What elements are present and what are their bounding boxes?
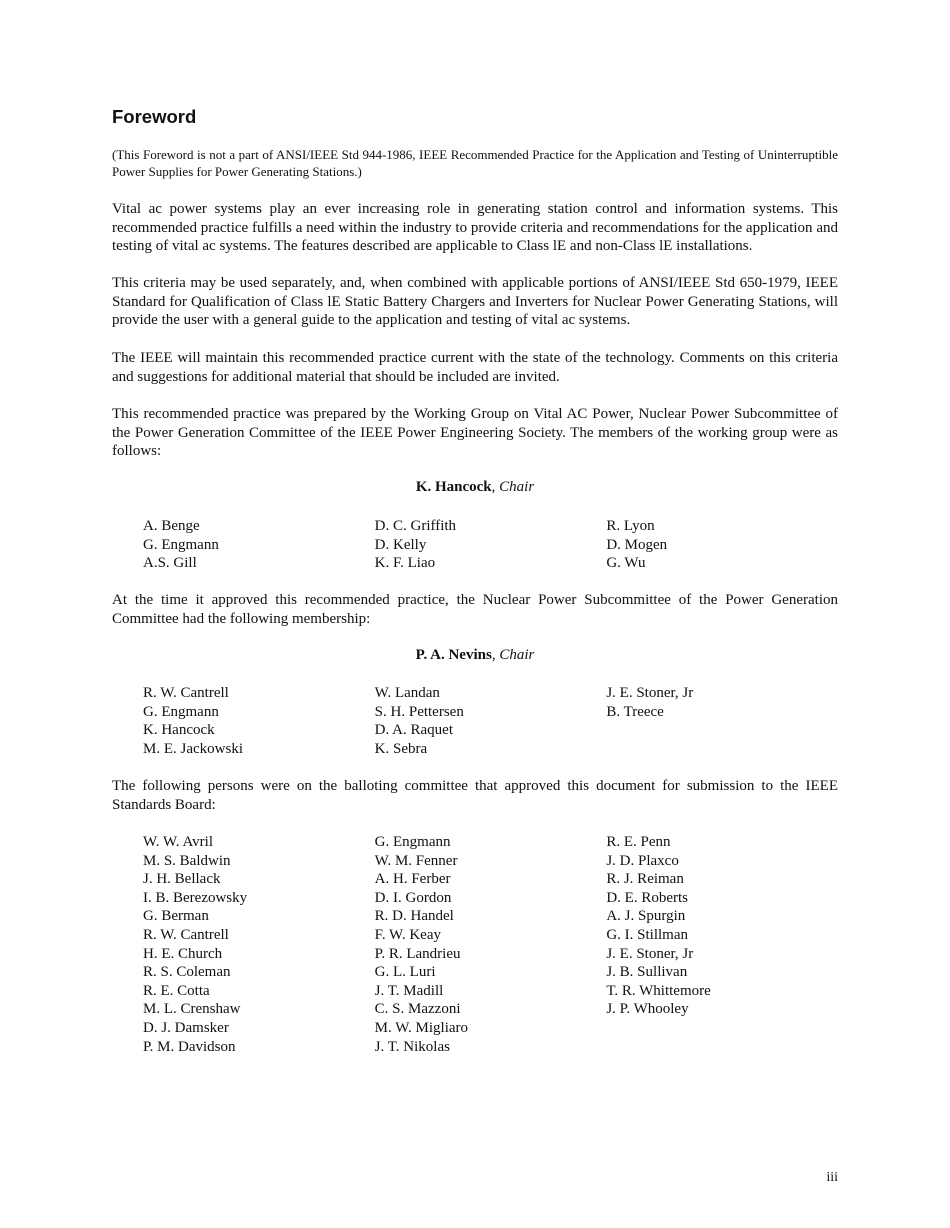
member-name: K. F. Liao — [374, 555, 436, 572]
paragraph-maintenance: The IEEE will maintain this recommended practice current with the state of the technology. Comments on this criteria and suggestions for additional material that should be included are invited. — [112, 350, 838, 385]
member-name: R. S. Coleman — [143, 964, 231, 981]
member-name: A. H. Ferber — [374, 871, 451, 888]
working-group-members — [143, 517, 838, 573]
member-name: G. Engmann — [374, 834, 451, 850]
paragraph-intro: Vital ac power systems play an ever increasing role in generating station control and information systems. This recommended practice fulfills a need within the industry to provide criteria and recommendations for the application and testing of vital ac systems. The features described are applicable to Class lE and non-Class lE installations. — [112, 201, 838, 255]
member-name: M. E. Jackowski — [143, 740, 243, 757]
member-column — [143, 833, 375, 1056]
member-name: G. Engmann — [143, 536, 219, 553]
page-number: iii — [826, 1170, 838, 1185]
balloting-members — [143, 833, 838, 1056]
working-group-chair — [112, 479, 838, 496]
member-column — [375, 517, 607, 573]
foreword-note: (This Foreword is not a part of ANSI/IEEE Std 944-1986, IEEE Recommended Practice for the Application and Testing of Uninterruptible Power Supplies for Power Generating Stations.) — [112, 147, 838, 179]
member-name: K. Sebra — [374, 740, 428, 757]
member-name: R. E. Cotta — [143, 982, 210, 999]
member-name: P. M. Davidson — [143, 1038, 236, 1055]
member-name: W. W. Avril — [143, 834, 214, 850]
chair-role: , Chair — [491, 479, 535, 495]
chair-name: P. A. Nevins — [415, 647, 492, 663]
member-column — [143, 684, 375, 758]
member-name: R. Lyon — [606, 518, 655, 534]
member-name: T. R. Whittemore — [606, 982, 711, 999]
member-name: G. Engmann — [143, 703, 219, 720]
member-column — [606, 833, 838, 1056]
paragraph-working-group: This recommended practice was prepared by the Working Group on Vital AC Power, Nuclear Power Subcommittee of the Power Generation Committee of the IEEE Power Engineering Society. The members of the working group were as follows: — [112, 406, 838, 460]
member-name: R. D. Handel — [374, 908, 454, 925]
page-heading: Foreword — [112, 106, 197, 127]
member-name: B. Treece — [606, 703, 664, 720]
member-name: J. H. Bellack — [143, 871, 221, 888]
member-column — [606, 684, 838, 758]
member-name: A.S. Gill — [143, 555, 197, 572]
subcommittee-chair — [112, 647, 838, 664]
member-column — [143, 517, 375, 573]
member-name: R. J. Reiman — [606, 871, 684, 888]
member-name: J. E. Stoner, Jr — [606, 685, 694, 701]
paragraph-balloting: The following persons were on the balloting committee that approved this document for submission to the IEEE Standards Board: — [112, 778, 838, 813]
member-column — [375, 833, 607, 1056]
subcommittee-members — [143, 684, 838, 758]
member-name: R. W. Cantrell — [143, 926, 229, 943]
member-name: G. Wu — [606, 555, 646, 572]
member-name: J. D. Plaxco — [606, 852, 679, 869]
chair-name: K. Hancock — [415, 479, 492, 495]
member-name: W. Landan — [374, 685, 440, 701]
member-name: D. J. Damsker — [143, 1019, 229, 1036]
paragraph-criteria: This criteria may be used separately, and, when combined with applicable portions of ANSI/IEEE Std 650-1979, IEEE Standard for Qualification of Class lE Static Battery Chargers and Inverters for Nuclear Power Generating Stations, will provide the user with a general guide to the application and testing of vital ac systems. — [112, 275, 838, 329]
member-name: I. B. Berezowsky — [143, 889, 248, 906]
member-name: J. E. Stoner, Jr — [606, 945, 694, 962]
member-name: D. C. Griffith — [374, 518, 457, 534]
member-name: A. Benge — [143, 518, 200, 534]
member-name: J. P. Whooley — [606, 1001, 689, 1018]
member-name: D. A. Raquet — [374, 722, 453, 739]
member-name: D. Mogen — [606, 536, 668, 553]
member-name: P. R. Landrieu — [374, 945, 461, 962]
member-column — [375, 684, 607, 758]
member-name: S. H. Pettersen — [374, 703, 464, 720]
paragraph-subcommittee: At the time it approved this recommended practice, the Nuclear Power Subcommittee of the Power Generation Committee had the following membership: — [112, 592, 838, 627]
member-name: J. B. Sullivan — [606, 964, 688, 981]
member-column — [606, 517, 838, 573]
member-name: M. W. Migliaro — [374, 1019, 469, 1036]
member-name: J. T. Madill — [374, 982, 444, 999]
member-name: W. M. Fenner — [374, 852, 458, 869]
member-name: G. I. Stillman — [606, 926, 689, 943]
member-name: D. E. Roberts — [606, 889, 689, 906]
member-name: K. Hancock — [143, 722, 215, 739]
member-name: C. S. Mazzoni — [374, 1001, 461, 1018]
member-name: R. E. Penn — [606, 834, 671, 850]
member-name: G. L. Luri — [374, 964, 436, 981]
member-name: M. L. Crenshaw — [143, 1001, 241, 1018]
member-name: F. W. Keay — [374, 926, 441, 943]
member-name: A. J. Spurgin — [606, 908, 686, 925]
chair-role: , Chair — [491, 647, 535, 663]
member-name: D. I. Gordon — [374, 889, 452, 906]
member-name: G. Berman — [143, 908, 209, 925]
member-name: M. S. Baldwin — [143, 852, 231, 869]
member-name: H. E. Church — [143, 945, 223, 962]
member-name: D. Kelly — [374, 536, 427, 553]
member-name: R. W. Cantrell — [143, 685, 229, 701]
member-name: J. T. Nikolas — [374, 1038, 450, 1055]
